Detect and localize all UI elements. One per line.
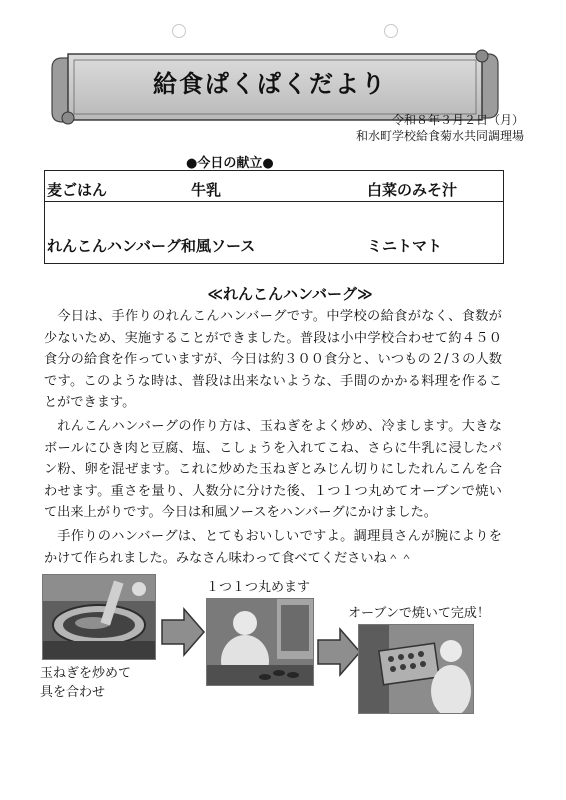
issue-date: 令和８年３月２日（月） <box>391 113 524 127</box>
arrow-right-icon <box>160 606 206 658</box>
photo-cooking-pot <box>42 574 156 660</box>
photo-shaping-patties-image <box>207 599 313 685</box>
section-title: ≪れんこんハンバーグ≫ <box>207 285 373 303</box>
photo-shaping-patties <box>206 598 314 686</box>
photo-oven-tray <box>358 624 474 714</box>
paragraph-3: 手作りのハンバーグは、とてもおいしいですよ。調理員さんが腕によりをかけて作られました。みなさん味わって食べてくださいね＾＾ <box>44 528 502 566</box>
caption-step-3: オーブンで焼いて完成！ <box>348 606 490 621</box>
menu-item-rice: 麦ごはん <box>47 181 108 199</box>
menu-divider <box>45 201 503 202</box>
date-block <box>356 112 524 144</box>
facility-name: 和水町学校給食菊水共同調理場 <box>355 129 524 143</box>
paragraph-1: 今日は、手作りのれんこんハンバーグです。中学校の給食がなく、食数が少ないため、実施することができました。普段は小中学校合わせて約４５０食分の給食を作っていますが、今日は約３００食分と、いつもの２/３の人数です。このような時は、普段は出来ないような、手間のかかる料理を作ることができます。 <box>44 309 502 411</box>
caption-step-1 <box>40 664 131 702</box>
menu-box <box>44 170 504 264</box>
punch-hole-right <box>384 24 398 38</box>
caption-step-2: １つ１つ丸めます <box>206 580 311 595</box>
article-body <box>44 306 502 569</box>
photo-oven-tray-image <box>359 625 473 713</box>
menu-item-miso-soup: 白菜のみそ汁 <box>367 181 458 199</box>
punch-hole-left <box>172 24 186 38</box>
menu-item-milk: 牛乳 <box>191 181 222 199</box>
photo-cooking-pot-image <box>43 575 155 659</box>
caption-step-1-line-1: 玉ねぎを炒めて <box>40 666 132 681</box>
menu-heading: ●今日の献立● <box>186 156 274 171</box>
menu-item-hamburg: れんこんハンバーグ和風ソース <box>47 237 256 255</box>
arrow-right-icon <box>316 626 362 678</box>
caption-step-1-line-2: 具を合わせ <box>40 685 106 700</box>
menu-item-tomato: ミニトマト <box>367 237 443 255</box>
newsletter-title: 給食ぱくぱくだより <box>153 70 387 98</box>
paragraph-2: れんこんハンバーグの作り方は、玉ねぎをよく炒め、冷まします。大きなボールにひき肉と豆腐、塩、こしょうを入れてこね、さらに牛乳に浸したパン粉、卵を混ぜます。これに炒めた玉ねぎとみじん切りにしたれんこんを合わせます。重さを量り、人数分に分けた後、１つ１つ丸めてオーブンで焼いて出来上がりです。今日は和風ソースをハンバーグにかけました。 <box>44 418 502 521</box>
